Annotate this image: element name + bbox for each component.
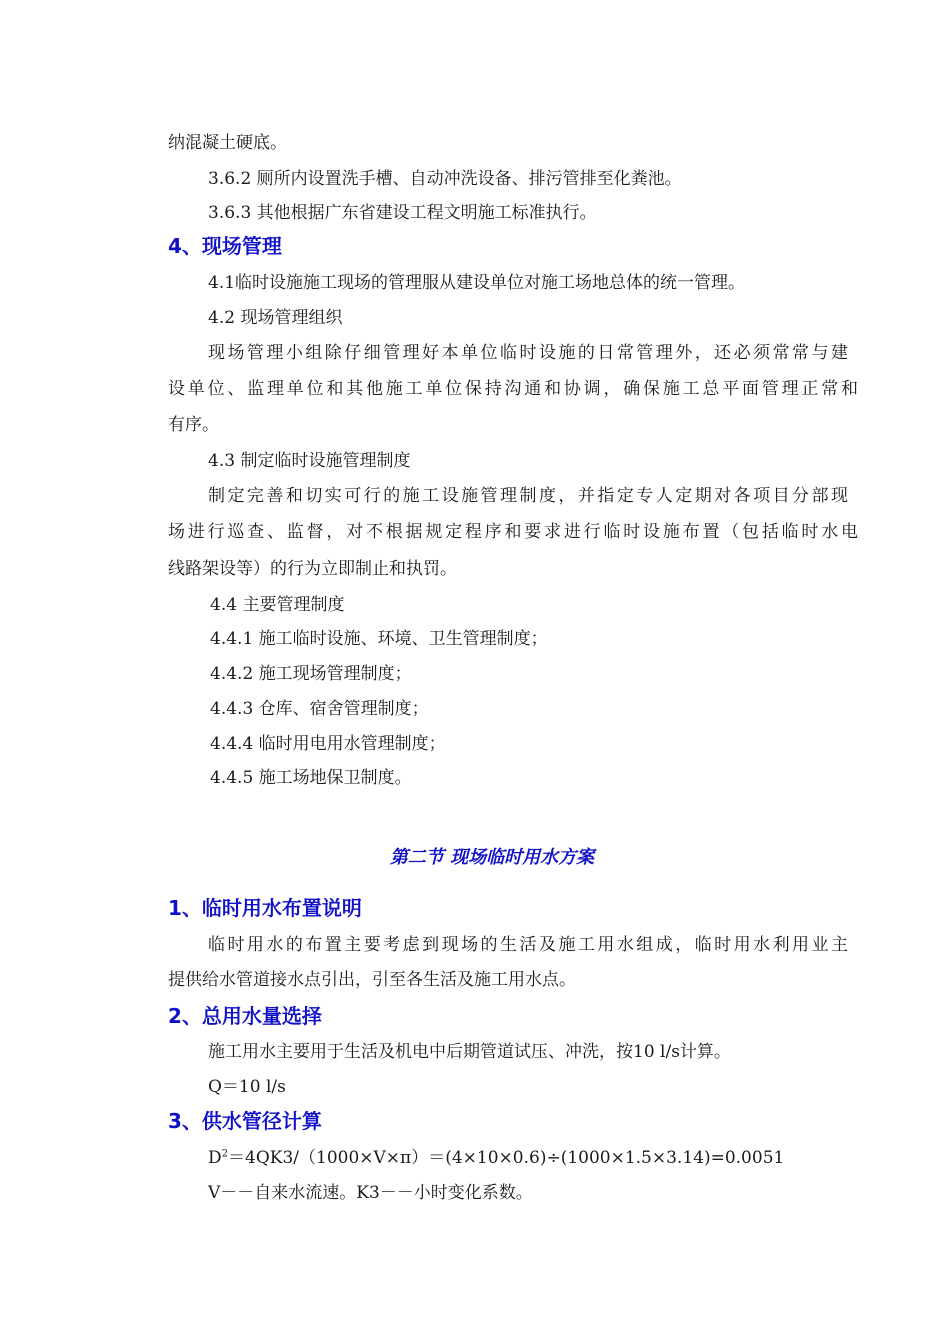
- clause-4-1: 4.1临时设施施工现场的管理服从建设单位对施工场地总体的统一管理。: [208, 273, 746, 293]
- clause-4-4: 4.4 主要管理制度: [210, 595, 345, 615]
- heading-total-water: 2、总用水量选择: [168, 1004, 322, 1028]
- formula-d: D: [208, 1148, 222, 1168]
- clause-4-3: 4.3 制定临时设施管理制度: [208, 451, 411, 471]
- heading-water-layout: 1、临时用水布置说明: [168, 896, 362, 920]
- clause-4-4-4: 4.4.4 临时用电用水管理制度；: [210, 734, 446, 754]
- clause-4-4-2: 4.4.2 施工现场管理制度；: [210, 664, 412, 684]
- paragraph-line: 现场管理小组除仔细管理好本单位临时设施的日常管理外，还必须常常与建: [208, 343, 848, 363]
- clause-3-6-3: 3.6.3 其他根据广东省建设工程文明施工标准执行。: [208, 203, 597, 223]
- clause-4-4-3: 4.4.3 仓库、宿舍管理制度；: [210, 699, 429, 719]
- paragraph-line: 设单位、监理单位和其他施工单位保持沟通和协调，确保施工总平面管理正常和: [168, 379, 858, 399]
- formula-q: Q＝10 l/s: [208, 1077, 286, 1097]
- section-title: 第二节 现场临时用水方案: [389, 847, 595, 868]
- clause-4-4-1: 4.4.1 施工临时设施、环境、卫生管理制度；: [210, 629, 548, 649]
- heading-pipe-diameter: 3、供水管径计算: [168, 1109, 322, 1133]
- paragraph-line: 线路架设等）的行为立即制止和执罚。: [168, 559, 457, 579]
- paragraph-line: 提供给水管道接水点引出，引至各生活及施工用水点。: [168, 970, 576, 990]
- paragraph-line: 有序。: [168, 415, 219, 435]
- formula-body: ＝4QK3/（1000×V×π）＝(4×10×0.6)÷(1000×1.5×3.14)=0.0051: [228, 1148, 785, 1168]
- heading-site-management: 4、现场管理: [168, 234, 282, 258]
- paragraph-line: 制定完善和切实可行的施工设施管理制度，并指定专人定期对各项目分部现: [208, 486, 848, 506]
- paragraph-line: 场进行巡查、监督，对不根据规定程序和要求进行临时设施布置（包括临时水电: [168, 522, 858, 542]
- formula-exponent: 2: [221, 1148, 229, 1160]
- clause-4-4-5: 4.4.5 施工场地保卫制度。: [210, 768, 412, 788]
- formula-diameter: [208, 1145, 848, 1171]
- paragraph-line: 临时用水的布置主要考虑到现场的生活及施工用水组成，临时用水利用业主: [208, 935, 848, 955]
- formula-legend: V－－自来水流速。K3－－小时变化系数。: [208, 1183, 533, 1203]
- clause-3-6-2: 3.6.2 厕所内设置洗手槽、自动冲洗设备、排污管排至化粪池。: [208, 169, 682, 189]
- paragraph-line: 施工用水主要用于生活及机电中后期管道试压、冲洗，按10 l/s计算。: [208, 1042, 731, 1062]
- paragraph-line: 纳混凝土硬底。: [168, 133, 287, 153]
- clause-4-2: 4.2 现场管理组织: [208, 308, 343, 328]
